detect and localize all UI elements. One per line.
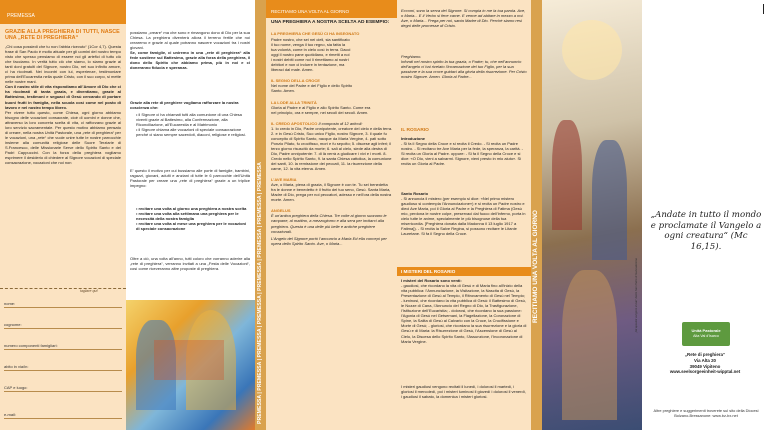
prayers-panel — [266, 0, 397, 430]
prayer-label: Preghiamo. — [401, 54, 422, 59]
intro-label: Introduzione — [401, 136, 425, 141]
cover-quote — [648, 210, 764, 252]
figure-shape — [552, 120, 582, 230]
unita-pastorale-logo — [682, 322, 730, 346]
spine-text: RECITIAMO UNA VOLTA AL GIORNO — [532, 210, 539, 324]
spine-right — [531, 0, 542, 430]
panel-title: GRAZIE ALLA PREGHIERA DI TUTTI, NASCE UNA „RETE DI PREGHIERA“ — [5, 29, 120, 42]
intro-text — [130, 30, 250, 70]
section-subtitle: Il composto di 12 articoli: — [318, 120, 363, 126]
subtitle: Grazie alla rete di preghiere vogliamo rafforzare la nostra coscienza che: — [130, 100, 239, 111]
premessa-continued-panel — [126, 0, 255, 430]
prayer-block — [401, 54, 527, 79]
misteri-intro: I misteri del Rosario sono venti: — [401, 278, 462, 283]
address-field[interactable]: abito in via/in: — [4, 362, 122, 371]
bullet-item: • il Signore chiama alle vocazioni di speciale consacrazione perché ci siano sempre sacerdoti, diaconi, religiose e religiosi. — [136, 127, 246, 138]
website-link[interactable]: www.seelsorgeeinheit-wipptal.net — [669, 369, 741, 375]
closing-paragraph: Oltre a ciò, una volta all’anno, tutti coloro che vorranno aderire alla „rete di preghiera“, verranno invitati a una „Festa delle Vocazioni“, così come riceveranno altre proposte di preghiera. — [130, 256, 250, 272]
cut-line — [0, 288, 126, 289]
subscription-form — [4, 299, 122, 419]
section-text: Nel nome del Padre e del Figlio e dello Spirito Santo. Amen. — [271, 83, 353, 94]
rosary-intro — [401, 136, 527, 166]
misteri-schedule: I misteri gaudiosi vengono recitati il lunedì, i dolorosi il martedì, i gloriosi il mercoledì, poi i misteri luminosi il giovedì i dolorosi il venerdì, i gaudiosi il sabato, la domenica i misteri gloriosi. — [401, 384, 526, 400]
prayer-text: Infondi nel nostro spirito la tua grazia, o Padre; tu, che nell’annuncio dell’angelo ci hai rivelato l’incarnazione del tuo Figlio, per la sua passione e la sua croce guidaci alla gloria della risurrezione. Per Cristo nostro Signore. Amen. Gloria al Padre... — [401, 59, 527, 80]
panel-header: PREMESSA — [7, 13, 35, 19]
panel-title: UNA PREGHIERA A NOSTRA SCELTA AD ESEMPIO: — [271, 20, 390, 25]
bullet-item: • il Signore ci ha chiamati tutti alla comunione di una Chiesa viventi grazie al Battesimo, alla Confermazione, alla Riconciliazione, all’Eucarestia e al Matrimonio — [136, 112, 242, 128]
bullet-item: • recitare una volta al giorno una preghiera a nostra scelta — [136, 206, 247, 211]
figure-shape — [592, 140, 627, 260]
name-field[interactable]: nome: — [4, 299, 122, 308]
prayer-sections — [271, 31, 393, 246]
halo-shape — [562, 20, 622, 80]
section-title: L’AVE MARIA — [271, 177, 297, 183]
section-text: Padre nostro, che sei nei cieli, sia santificato il tuo nome, venga il tuo regno, sia fatta la tua volontà, come in cielo così in terra. Dacci oggi il nostro pane quotidiano, e rimetti a noi i nostri debiti come noi li rimettiamo ai nostri debitori e non ci indurre in tentazione, ma liberaci dal male. Amen. — [271, 37, 351, 73]
figure-shape — [562, 270, 617, 420]
surname-field[interactable]: cognome: — [4, 320, 122, 329]
body-paragraph: Con il nostro stile di vita rispondiamo all’Amore di Dio che ci ha ricolmati di tanta grazia, e diventiamo, grazie al Battesimo, testimoni e seguaci di Gesù cercando di portare buoni frutti in famiglia, nella scuola così come nel posto di lavoro e nel nostro tempo libero. — [5, 84, 121, 110]
bullet-item: • recitare una volta alla settimana una preghiera per le necessità della nostra famiglia — [136, 211, 239, 222]
bullet-item: • recitare una volta al mese una preghiera per le vocazioni di speciale consacrazione — [136, 221, 247, 232]
section-text: L’Angelo del Signore portò l’annuncio a Maria Ed ella concepì per opera dello Spirito Santo. Ave, o Maria... — [271, 235, 387, 246]
section-title: IL SEGNO DELLA CROCE — [271, 78, 320, 84]
misteri-title: I MISTERI DEL ROSARIO — [401, 269, 456, 274]
quote-reference: (Mc 16,15). — [690, 231, 748, 252]
family-members-field[interactable]: numero componenti famigliari: — [4, 341, 122, 350]
section-text: 1. Io credo in Dio, Padre onnipotente, creatore del cielo e della terra. 2. e in Gesù Cristo, Suo unico Figlio, nostro Signore, 3. il quale fu concepito di Spirito Santo, nacque da Maria Vergine, 4. patì sotto Ponzio Pilato, fu crocifisso, morì e fu sepolto; 5. discese agli inferi; il terzo giorno risuscitò da morte; 6. salì al cielo, siede alla destra di Dio, Padre onnipotente: 7. di là verrà a giudicare i vivi e i morti. 8. Credo nello Spirito Santo, 9. la santa Chiesa cattolica, la comunione dei santi, 10. la remissione dei peccati, 11. la risurrezione della carne, 12. la vita eterna. Amen. — [271, 125, 393, 172]
santo-label: Santo Rosario — [401, 191, 429, 196]
premessa-panel — [0, 0, 126, 430]
bullet-list-2 — [136, 206, 250, 231]
body-paragraph: „Chi cosa possiedi che tu non l’abbia ricevuto“ (1Cor 4,7). Questa frase di San Paolo è molto attuale per gli uomini del nostro tempo visto che spesso pensiamo di essere noi gli artefici di tutto ciò che facciamo. In verità tutto ciò che siamo, lo siamo grazie ai tanti doni gratuiti del Signore, nostro Dio, nel suo infinito amore, ci ha ricolmati. Nei incontri con lui, esperienze, testimoniare prima dell’Eucarestia nella quale Cristo, con il suo corpo, si mette nelle nostre mani. — [5, 44, 121, 85]
section-title: LA LODE ALLA TRINITÀ — [271, 99, 317, 105]
contact-block — [642, 352, 768, 375]
middle-paragraph: E’ questo il motivo per cui bussiamo alle porte di famiglie, bambini, ragazzi, giovani, adulti e anziani di tutte le 6 parrocchie dell’Unità Pastorale per creare una „rete di preghiera“ grazie a un triplice impegno: — [130, 168, 250, 189]
rosary-title: IL ROSARIO — [401, 128, 429, 133]
cap-field[interactable]: CAP e luogo: — [4, 383, 122, 392]
misteri-text: - gaudiosi, che ricordano la vita di Gesù e di Maria fino all’inizio della vita pubblica: l’Annunciazione, la Visitazione, la Nascita di Gesù, la Presentazione di Gesù al Tempio, il Ritrovamento di Gesù nel Tempio; - luminosi, che ricordano la vita pubblica di Gesù: il Battesimo di Gesù, le Nozze di Cana, l’Annuncio del Regno di Dio, la Trasfigurazione, l’Istituzione dell’Eucaristia; - dolorosi, che ricordano la sua passione: l’Agonia di Gesù nel Getsemani, la Flagellazione, la Coronazione di Spine, la Salita di Gesù al Calvario con la Croce, la Crocifissione e Morte di Gesù; - gloriosi, che ricordano la sua risurrezione e la gloria di Gesù e di Maria: la Risurrezione di Gesù, l’Ascensione di Gesù al Cielo, la Discesa dello Spirito Santo, l’Assunzione, l’Incoronazione di Maria Vergine. — [401, 283, 527, 344]
quote-text: „Andate in tutto il mondo e proclamate il Vangelo a ogni creatura“ — [650, 210, 762, 241]
panel-header: RECITIAMO UNA VOLTA AL GIORNO — [271, 9, 350, 14]
premessa-body — [5, 44, 121, 282]
cover-panel — [642, 0, 768, 430]
header-bar — [266, 0, 397, 18]
logo-line-1: Unità Pastorale — [691, 328, 721, 333]
section-text: Ave, o Maria, piena di grazia, il Signore è con te. Tu sei benedetta fra le donne e benedetto è il frutto del tuo seno, Gesù. Santa Maria, Madre di Dio, prega per noi peccatori, adesso e nell’ora della nostra morte. Amen. — [271, 182, 392, 203]
email-field[interactable]: e-mail: — [4, 410, 122, 419]
stained-glass-image — [126, 300, 255, 430]
bullet-list-1 — [136, 112, 250, 137]
cover-image-panel — [542, 0, 642, 430]
section-title: IL CREDO APOSTOLICO — [271, 120, 318, 126]
address-line: 39049 Vipiteno — [689, 363, 721, 369]
misteri-list — [401, 278, 527, 344]
image-credit: „Gli apostoli vengono inviati“ dietro San Pietro di Gerusalemme — [635, 258, 638, 333]
spine-text: PREMESSA | PREMESSA | PREMESSA | PREMESSA | PREMESSA | PREMESSA | PREMESSA | PREMESSA — [257, 162, 263, 424]
misteri-title-bar — [397, 267, 531, 276]
angelus-continued: Eccomi, sono la serva del Signore. Si compia in me la tua parola. Ave, o Maria... E il Verbo si fece carne. E venne ad abitare in mezzo a noi. Ave, o Maria... Prega per noi, santa Madre di Dio. Perché siamo resi degni delle promesse di Cristo. — [401, 8, 526, 29]
spine-left — [255, 0, 266, 430]
logo-line-2: Alta Val d’Isarco — [693, 334, 719, 338]
body-paragraph: Per vivere tutto questo, come Chiesa, ogni giorno abbiamo bisogno delle vocazioni consacrate, cioè di uomini e donne che, attraverso la loro concreta scelta di vita, ci rafforzano grazie al loro servizio sacramentale. Per questo motivo abbiamo pensato di creare, nella nostra Unità Pastorale, una „rete di preghiera“ per le vocazioni, una „rete“ che vuole unire tutte le nostre parrocchie insieme alla comunità religiose delle Suore Terziarie di S.Francesco, delle Missionarie Serve dello Spirito Santo e dei Padri Cappuccini. Con la forza della preghiera vogliamo esprimere il desiderio di chiedere al Signore vocazioni di speciale consacrazione, vocazioni che noi non — [5, 109, 121, 166]
rosary-panel — [397, 0, 531, 430]
section-text: Gloria al Padre e al Figlio e allo Spirito Santo. Come era nel principio, ora e sempre, nei secoli dei secoli. Amen. — [271, 104, 371, 115]
section-text: È un’antica preghiera della Chiesa. Tre volte al giorno suonano le campane, al mattino, a mezzogiorno e alla sera per invitarci alla preghiera. Questa è una delle più belle e antiche preghiere vocazionali. — [271, 213, 387, 234]
cut-label: tagliare qui! — [80, 289, 99, 293]
org-name: „Rete di preghiera“ — [684, 352, 726, 357]
footer-note: Altre preghiere e suggerimenti troverete sul sito della Diocesi Bolzano-Bressanone: www.bz-bx.net — [653, 408, 759, 418]
intro-text: - Si fa il Segno della Croce e si recita il Credo. - Si recita un Padre nostro. - Si recitano tre Ave Maria per la fede, la speranza, la carità. - Si recita un Gloria al Padre. oppure: - Si fa il Segno della Croce e si dice: «O Dio, vieni a salvarmi. Signore, vieni presto in mio aiuto». Si recita un Gloria al Padre. — [401, 141, 523, 167]
apostles-painting — [542, 0, 642, 430]
address-line: Via Alta 20 — [694, 357, 716, 363]
fold-mark — [763, 4, 764, 14]
santo-rosario — [401, 191, 527, 236]
section-title: LA PREGHIERA CHE GESÙ CI HA INSEGNATO — [271, 31, 360, 36]
header-bar — [0, 0, 126, 24]
santo-text: - Si annuncia il mistero (per esempio si dice: «Nel primo mistero gaudioso si contempla l’Annunciazione») e si recita un Padre nostro e dieci Ave Maria, poi il Gloria al Padre e la Preghiera di Fatima (Gesù mio, perdona le nostre colpe, preservaci dal fuoco dell’inferno, porta in cielo tutte le anime, specialmente le più bisognose della tua misericordia. [Preghiera donata dalla Madonna il 13 luglio 1917 a Fatima]). - Si recita la Salve Regina, si possono recitare le Litanie Lauretane. Si fa il Segno della Croce. — [401, 196, 526, 237]
intro-paragraph: possiamo „creare“ ma che sono e rimangono dono di Dio per la sua Chiesa. La preghiera diventerà allora il terreno fertile che noi crearemo e grazie al quale potranno nascere vocazioni tra i nostri giovani. — [130, 30, 250, 51]
section-title: ANGELUS — [271, 208, 291, 214]
intro-paragraph-bold: Se, come famiglie, ci uniremo in una „rete di preghiera“ alla fede sostiene sul Battesimo, grazie alla forza della preghiera, il dono dello Spirito che abbiamo prima, più in noi e ci doneranno fiducia e speranza. — [130, 50, 250, 71]
figure-shape — [154, 340, 224, 380]
